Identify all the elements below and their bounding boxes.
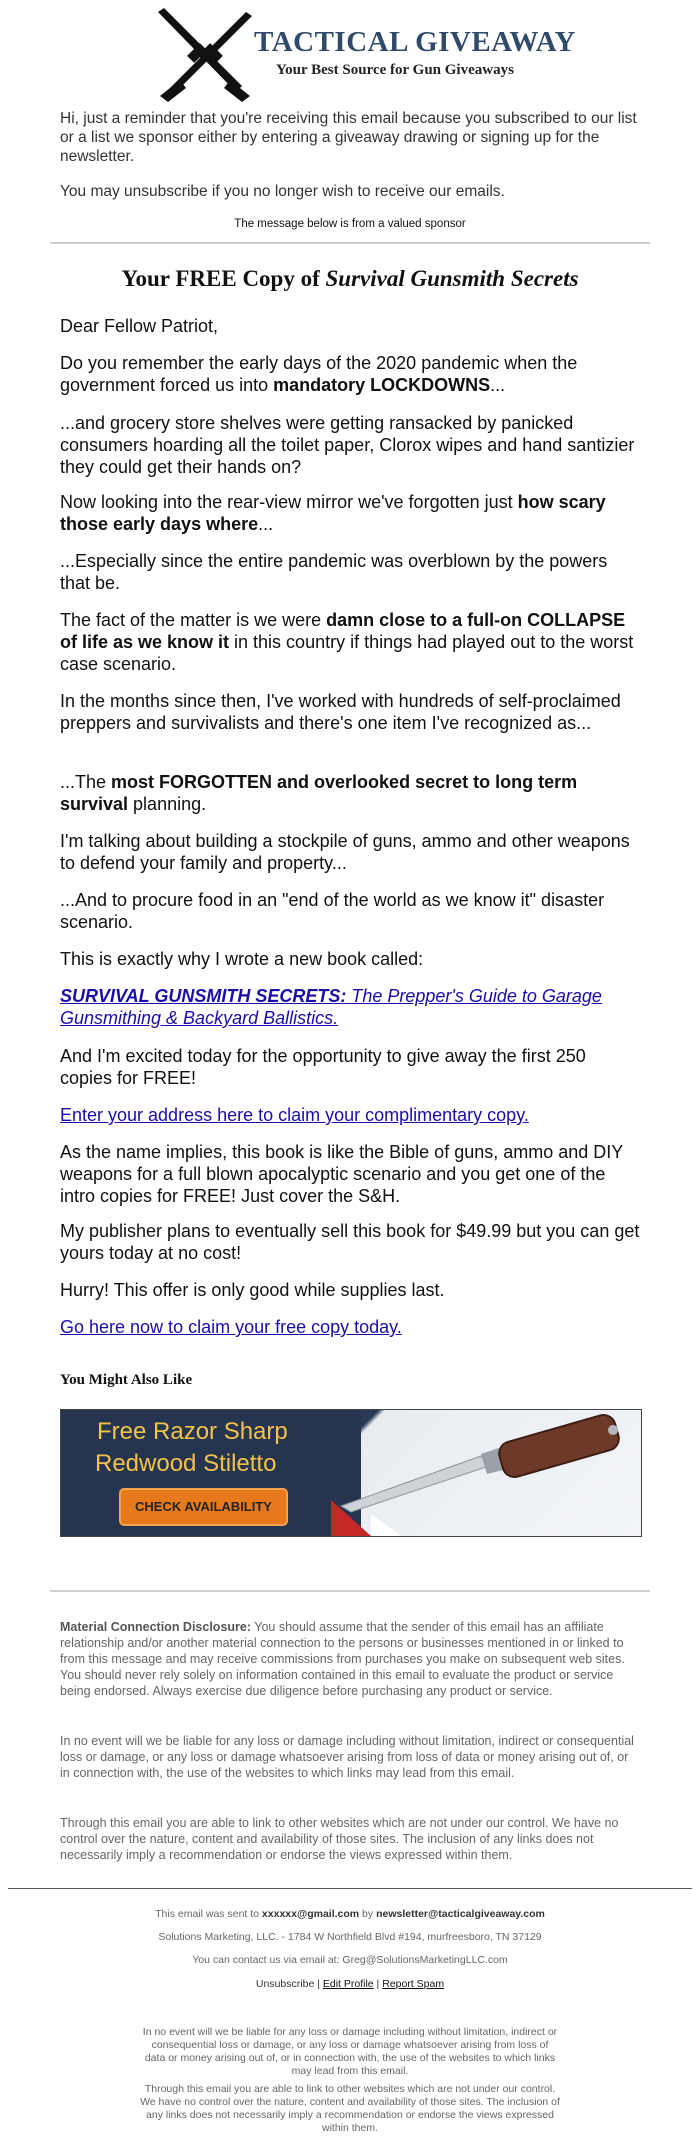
claim-paragraph (60, 1104, 640, 1126)
text: planning. (128, 794, 207, 814)
recipient-email: xxxxxx@gmail.com (261, 1908, 360, 1920)
sponsor-note: The message below is from a valued sponsor (234, 218, 466, 230)
brand-tagline: Your Best Source for Gun Giveaways (276, 62, 514, 78)
company-address: Solutions Marketing, LLC. - 1784 W Northfield Blvd #194, murfreesboro, TN 37129 (158, 1931, 542, 1943)
edit-profile-link[interactable]: Edit Profile (322, 1978, 374, 1990)
sender-email[interactable]: newsletter@tacticalgiveaway.com (376, 1908, 545, 1920)
text: by (359, 1908, 377, 1920)
unsubscribe-note: You may unsubscribe if you no longer wish to receive our emails. (60, 183, 505, 200)
text: ... (490, 375, 506, 395)
text: The fact of the matter is we were (60, 610, 327, 630)
bold-text: how scary those early days where (60, 492, 606, 534)
banner-headline-2: Redwood Stiletto (95, 1450, 277, 1477)
text: Do you remember the early days of the 2020 pandemic when the government forced us into (60, 353, 578, 395)
paragraph-13: My publisher plans to eventually sell this book for $49.99 but you can get yours today at no cost! (60, 1221, 640, 1263)
crossed-rifles-icon (150, 6, 260, 102)
book-title-link[interactable]: SURVIVAL GUNSMITH SECRETS: (60, 986, 347, 1006)
banner-headline-1: Free Razor Sharp (97, 1418, 288, 1445)
bold-text: mandatory LOCKDOWNS (273, 375, 491, 395)
divider (8, 1888, 692, 1889)
paragraph-3 (60, 491, 640, 535)
text: This email was sent to (155, 1908, 262, 1920)
text: in this country if things had played out to the worst case scenario. (60, 632, 634, 674)
disclosure-label: Material Connection Disclosure: (60, 1620, 252, 1634)
book-link[interactable] (60, 985, 640, 1029)
tactical-giveaway-logo[interactable] (150, 6, 576, 102)
paragraph-6: In the months since then, I've worked with hundreds of self-proclaimed preppers and survivalists and there's one item I've recognized as... (60, 691, 621, 733)
text: ... (258, 514, 274, 534)
divider (50, 1590, 650, 1592)
material-connection-disclosure (60, 1619, 640, 1699)
paragraph-1 (60, 352, 640, 396)
headline-book-title: Survival Gunsmith Secrets (325, 266, 579, 291)
check-availability-button[interactable]: CHECK AVAILABILITY (119, 1488, 288, 1526)
sent-to-line (0, 1908, 700, 1920)
paragraph-4: ...Especially since the entire pandemic was overblown by the powers that be. (60, 551, 608, 593)
paragraph-5 (60, 609, 640, 675)
footer-links-notice: Through this email you are able to link to other websites which are not under our control. We have no control over the nature, content and availability of those sites. The inclusion of any links does not necessarily imply a recommendation or endorse the views expressed within them. (140, 2083, 560, 2134)
paragraph-2: ...and grocery store shelves were getting ransacked by panicked consumers hoarding all the toilet paper, Clorox wipes and hand santizier they could get their hands on? (60, 413, 635, 477)
stiletto-knife-icon (331, 1410, 641, 1536)
divider (50, 242, 650, 244)
greeting: Dear Fellow Patriot, (60, 316, 219, 336)
paragraph-12: As the name implies, this book is like the Bible of guns, ammo and DIY weapons for a full blown apocalyptic scenario and you get one of the intro copies for FREE! Just cover the S&H. (60, 1142, 623, 1206)
footer-links (0, 1978, 700, 1990)
separator: | (314, 1978, 323, 1990)
paragraph-10: This is exactly why I wrote a new book called: (60, 949, 424, 969)
text: Now looking into the rear-view mirror we've forgotten just (60, 492, 518, 512)
text: ...The (60, 772, 112, 792)
disclosure-text: You should assume that the sender of this email has an affiliate relationship and/or another material connection to the persons or businesses mentioned in or linked to from this message and may receive commissions from purchases you make on subsequent web sites. You should never rely solely on information contained in this email to evaluate the product or service being endorsed. Always exercise due diligence before purchasing any product or service. (60, 1620, 625, 1698)
separator: | (373, 1978, 383, 1990)
also-like-heading: You Might Also Like (60, 1372, 193, 1388)
report-spam-link[interactable]: Report Spam (382, 1978, 445, 1990)
bold-text: damn close to a full-on COLLAPSE of life as we know it (60, 610, 626, 652)
claim-copy-link[interactable]: Enter your address here to claim your complimentary copy. (60, 1105, 529, 1125)
paragraph-14: Hurry! This offer is only good while supplies last. (60, 1280, 445, 1300)
paragraph-9: ...And to procure food in an "end of the world as we know it" disaster scenario. (60, 890, 605, 932)
stiletto-ad-banner[interactable] (60, 1409, 642, 1537)
liability-notice: In no event will we be liable for any loss or damage including without limitation, indirect or consequential loss or damage, or any loss or damage whatsoever arising from loss of data or money arising out of, or in connection with, the use of the websites to which links may lead from this email. (60, 1734, 634, 1780)
paragraph-11: And I'm excited today for the opportunity to give away the first 250 copies for FREE! (60, 1046, 586, 1088)
book-subtitle-link[interactable]: The Prepper's Guide to Garage Gunsmithing & Backyard Ballistics. (60, 986, 602, 1028)
paragraph-7 (60, 771, 640, 815)
go-paragraph (60, 1316, 640, 1338)
paragraph-8: I'm talking about building a stockpile of guns, ammo and other weapons to defend your family and property... (60, 831, 630, 873)
contact-line: You can contact us via email at: Greg@SolutionsMarketingLLC.com (192, 1954, 508, 1966)
brand-title: TACTICAL GIVEAWAY (254, 26, 576, 58)
unsubscribe-link[interactable]: Unsubscribe (255, 1978, 315, 1990)
article-headline (0, 266, 700, 292)
bold-text: most FORGOTTEN and overlooked secret to long term survival (60, 772, 578, 814)
third-party-links-notice: Through this email you are able to link to other websites which are not under our control. We have no control over the nature, content and availability of those sites. The inclusion of any links does not necessarily imply a recommendation or endorse the views expressed within them. (60, 1816, 619, 1862)
go-claim-link[interactable]: Go here now to claim your free copy today. (60, 1317, 402, 1337)
headline-prefix: Your FREE Copy of (121, 266, 326, 291)
subscription-reminder: Hi, just a reminder that you're receiving this email because you subscribed to our list or a list we sponsor either by entering a giveaway drawing or signing up for the newsletter. (60, 110, 637, 165)
footer-liability: In no event will we be liable for any loss or damage including without limitation, indirect or consequential loss or damage, or any loss or damage whatsoever arising from loss of data or money arising out of, or in connection with, the use of the websites to which links may lead from this email. (142, 2026, 558, 2077)
